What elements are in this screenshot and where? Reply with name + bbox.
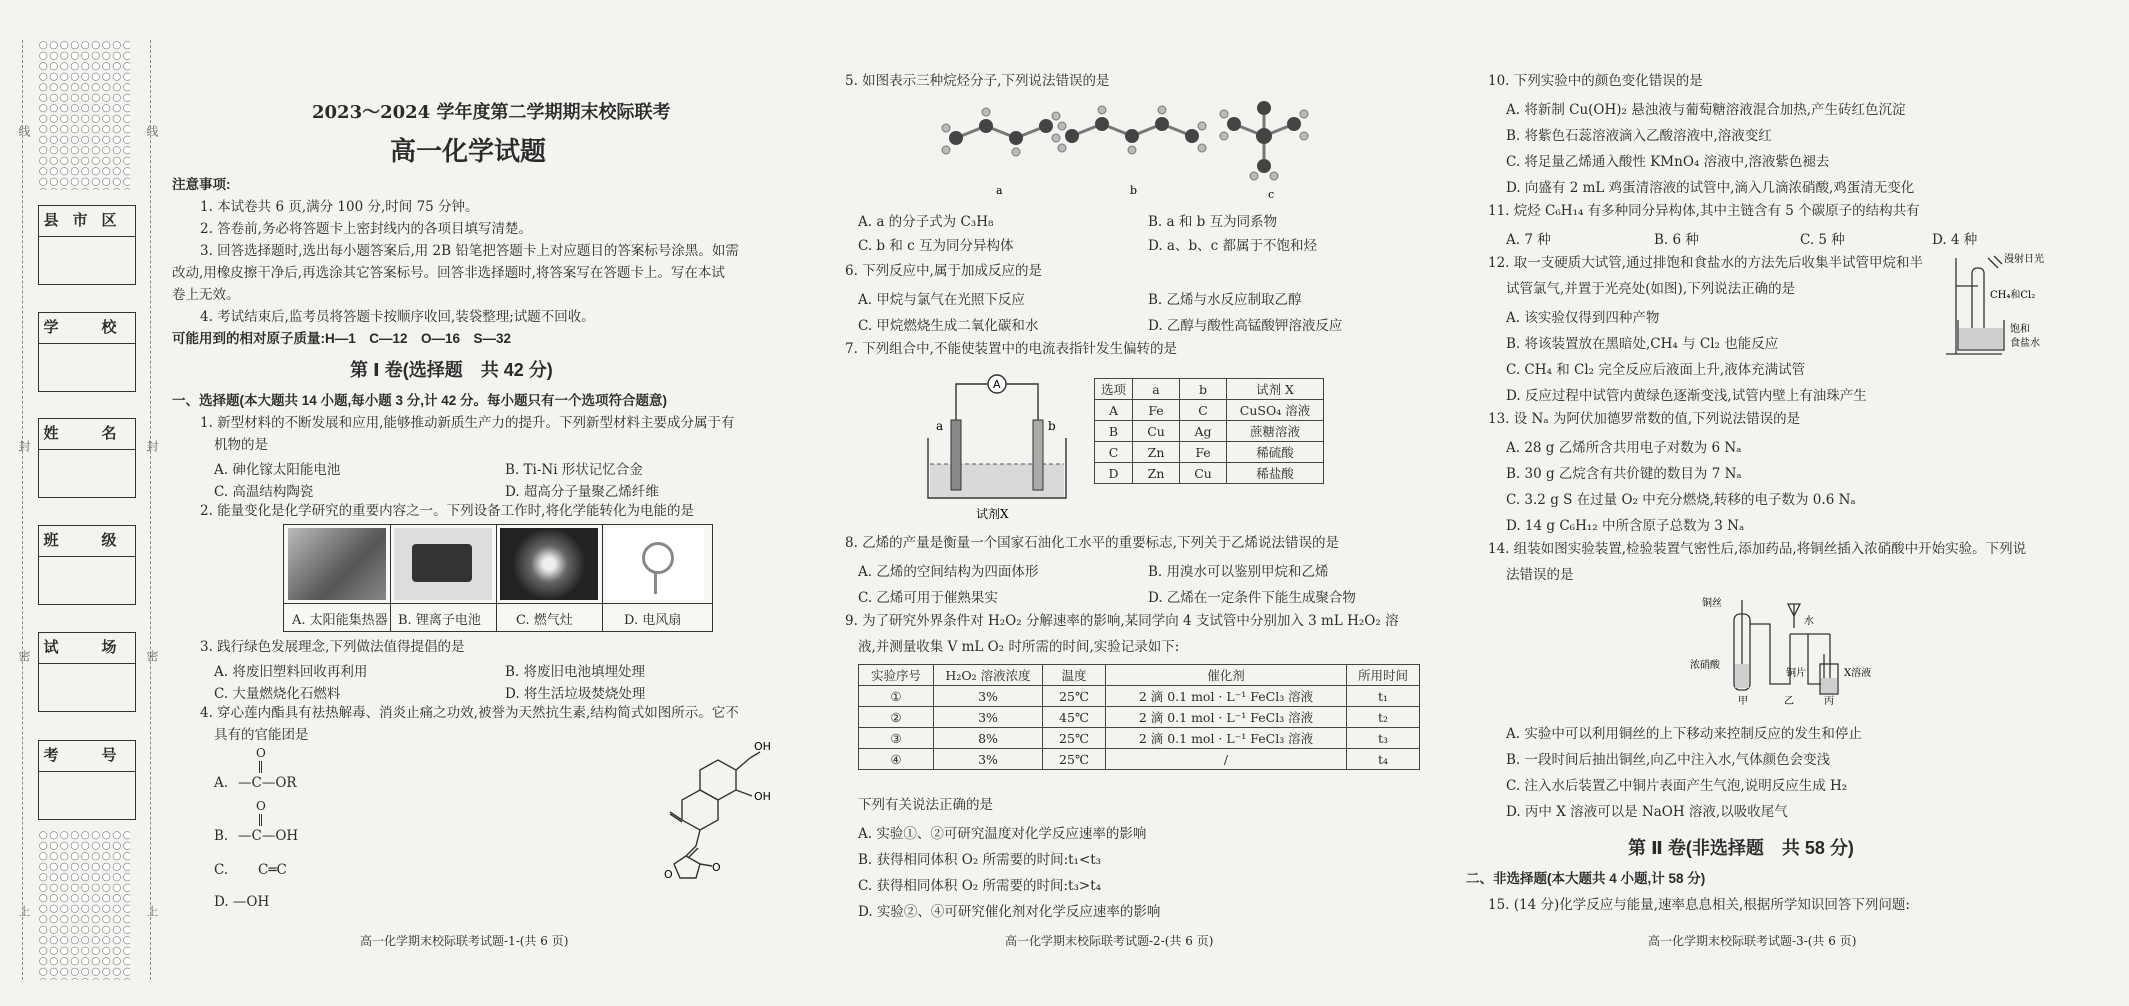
seal-char: 密 [145,650,159,662]
q13-option-b[interactable]: B. 30 g 乙烷含有共价键的数目为 7 Nₐ [1506,466,1742,482]
cell: 2 滴 0.1 mol · L⁻¹ FeCl₃ 溶液 [1106,686,1347,707]
solution-label: 试剂X [976,507,1009,521]
question-9: 9. 为了研究外界条件对 H₂O₂ 分解速率的影响,某同学向 4 支试管中分别加入 3 mL H₂O₂ 溶 [845,613,1399,629]
page3-footer: 高一化学期末校际联考试题-3-(共 6 页) [1648,934,1857,948]
q5-option-d[interactable]: D. a、b、c 都属于不饱和烃 [1148,238,1317,254]
q3-option-d[interactable]: D. 将生活垃圾焚烧处理 [505,686,646,702]
notice-line: 3. 回答选择题时,选出每小题答案后,用 2B 铅笔把答题卡上对应题目的答案标号涂黑。如需 [200,243,739,259]
cell: 45℃ [1043,707,1106,728]
field-label: 考 号 [39,741,135,772]
gas-stove-image[interactable] [500,528,598,600]
q2-option-b[interactable]: B. 锂离子电池 [398,613,481,628]
question-2: 2. 能量变化是化学研究的重要内容之一。下列设备工作时,将化学能转化为电能的是 [200,503,694,519]
q14-option-a[interactable]: A. 实验中可以利用铜丝的上下移动来控制反应的发生和停止 [1506,726,1862,742]
cell: CuSO₄ 溶液 [1227,400,1324,421]
q11-option-c[interactable]: C. 5 种 [1800,232,1845,248]
question-4: 4. 穿心莲内酯具有祛热解毒、消炎止痛之功效,被誉为天然抗生素,结构简式如图所示。它不 [200,705,739,721]
name-field[interactable] [38,418,136,498]
seal-char: 封 [145,440,159,452]
cell: ① [859,686,934,707]
cell: Fe [1180,442,1227,463]
q1-option-c[interactable]: C. 高温结构陶瓷 [214,484,314,500]
question-12: 12. 取一支硬质大试管,通过排饱和食盐水的方法先后收集半试管甲烷和半 [1488,255,1924,271]
q8-option-b[interactable]: B. 用溴水可以鉴别甲烷和乙烯 [1148,564,1329,580]
notice-line: 改动,用橡皮擦干净后,再选涂其它答案标号。回答非选择题时,将答案写在答题卡上。写在本试 [172,265,725,281]
cell: 3% [934,707,1043,728]
q2-option-a[interactable]: A. 太阳能集热器 [292,613,388,628]
q14-option-b[interactable]: B. 一段时间后抽出铜丝,向乙中注入水,气体颜色会变浅 [1506,752,1831,768]
q4-option-c[interactable]: C. [214,862,229,878]
fig-label: 漫射日光 [2004,254,2044,265]
notice-line: 1. 本试卷共 6 页,满分 100 分,时间 75 分钟。 [200,199,479,215]
q3-option-a[interactable]: A. 将废旧塑料回收再利用 [214,664,368,680]
part2-title: 第 Ⅱ 卷(非选择题 共 58 分) [1628,838,1854,858]
cell: ② [859,707,934,728]
q3-option-c[interactable]: C. 大量燃烧化石燃料 [214,686,341,702]
fig-label: 铜丝 [1702,598,1722,609]
structure-label: O [664,868,673,880]
atomic-mass-line: 可能用到的相对原子质量:H—1 C—12 O—16 S—32 [172,331,512,346]
page1-footer: 高一化学期末校际联考试题-1-(共 6 页) [360,934,569,948]
question-13: 13. 设 Nₐ 为阿伏加德罗常数的值,下列说法错误的是 [1488,411,1801,427]
cell: t₃ [1347,728,1420,749]
fig-label: 食盐水 [2010,338,2040,349]
q6-option-c[interactable]: C. 甲烷燃烧生成二氧化碳和水 [858,318,1039,334]
cell: A [1095,400,1133,421]
q9-option-c[interactable]: C. 获得相同体积 O₂ 所需要的时间:t₃>t₄ [858,878,1102,894]
exam-title: 2023～2024 学年度第二学期期末校际联考 [312,102,671,123]
copper-nitric-apparatus [1680,594,1900,706]
part1-title: 第 Ⅰ 卷(选择题 共 42 分) [350,360,553,380]
andrographolide-structure [660,740,780,880]
q10-option-d[interactable]: D. 向盛有 2 mL 鸡蛋清溶液的试管中,滴入几滴浓硝酸,鸡蛋清无变化 [1506,180,1915,196]
cell: Cu [1180,463,1227,484]
molecule-label: b [1130,184,1138,197]
q13-option-c[interactable]: C. 3.2 g S 在过量 O₂ 中充分燃烧,转移的电子数为 0.6 Nₐ [1506,492,1856,508]
q2-image-panel [283,524,713,632]
q14-option-c[interactable]: C. 注入水后装置乙中铜片表面产生气泡,说明反应生成 H₂ [1506,778,1848,794]
question-5: 5. 如图表示三种烷烃分子,下列说法错误的是 [845,73,1110,89]
fig-label: 乙 [1784,696,1794,706]
cell: 25℃ [1043,749,1106,770]
cell: 8% [934,728,1043,749]
ammeter-label: A [993,378,1001,391]
field-label: 县市区 [39,206,135,237]
q10-option-a[interactable]: A. 将新制 Cu(OH)₂ 悬浊液与葡萄糖溶液混合加热,产生砖红色沉淀 [1506,102,1906,118]
q11-option-b[interactable]: B. 6 种 [1654,232,1699,248]
structure-label: OH [754,740,771,753]
field-label: 试 场 [39,633,135,664]
cell: C [1180,400,1227,421]
seal-char: 上 [17,905,31,917]
cell: 2 滴 0.1 mol · L⁻¹ FeCl₃ 溶液 [1106,728,1347,749]
q4-option-b[interactable]: B. [214,828,229,844]
q5-option-a[interactable]: A. a 的分子式为 C₃H₈ [858,214,994,230]
q4-carbonyl-o: O [256,746,266,760]
field-label: 班 级 [39,526,135,557]
seal-char: 线 [145,125,159,137]
structure-label: OH [754,790,771,803]
cell: 选项 [1095,379,1133,400]
cell: b [1180,379,1227,400]
seal-char: 封 [17,440,31,452]
q9-option-d[interactable]: D. 实验②、④可研究催化剂对化学反应速率的影响 [858,904,1161,920]
cell: Fe [1133,400,1180,421]
q4-option-d[interactable]: D. —OH [214,894,270,910]
cell: 25℃ [1043,728,1106,749]
cell: 蔗糖溶液 [1227,421,1324,442]
cell: ③ [859,728,934,749]
cell: D [1095,463,1133,484]
seal-line-right [150,40,151,980]
q12-option-b[interactable]: B. 将该装置放在黑暗处,CH₄ 与 Cl₂ 也能反应 [1506,336,1779,352]
section2-intro: 二、非选择题(本大题共 4 小题,计 58 分) [1466,871,1706,886]
electric-fan-image[interactable] [606,528,704,600]
notice-heading: 注意事项: [172,177,231,192]
notice-line: 2. 答卷前,务必将答题卡上密封线内的各项目填写清楚。 [200,221,532,237]
cell: 3% [934,686,1043,707]
q2-option-c[interactable]: C. 燃气灶 [516,613,573,628]
cell: 稀盐酸 [1227,463,1324,484]
notice-line: 卷上无效。 [172,287,240,303]
cell: H₂O₂ 溶液浓度 [934,665,1043,686]
q1-option-b[interactable]: B. Ti-Ni 形状记忆合金 [505,462,643,478]
question-11: 11. 烷烃 C₆H₁₄ 有多种同分异构体,其中主链含有 5 个碳原子的结构共有 [1488,203,1920,219]
q1-option-a[interactable]: A. 砷化镓太阳能电池 [214,462,341,478]
q4-carbonyl-o: O [256,799,266,813]
cell: 25℃ [1043,686,1106,707]
q12-option-c[interactable]: C. CH₄ 和 Cl₂ 完全反应后液面上升,液体充满试管 [1506,362,1806,378]
exam-number-field[interactable] [38,740,136,820]
alkane-models [940,98,1320,202]
q12-option-a[interactable]: A. 该实验仅得到四种产物 [1506,310,1660,326]
question-14-cont: 法错误的是 [1506,567,1574,583]
electrode-b-label: b [1048,419,1056,433]
q8-option-a[interactable]: A. 乙烯的空间结构为四面体形 [858,564,1039,580]
fig-label: 甲 [1738,696,1748,706]
q1-option-d[interactable]: D. 超高分子量聚乙烯纤维 [505,484,659,500]
q6-option-b[interactable]: B. 乙烯与水反应制取乙醇 [1148,292,1302,308]
cell: t₄ [1347,749,1420,770]
q9-option-b[interactable]: B. 获得相同体积 O₂ 所需要的时间:t₁<t₃ [858,852,1102,868]
q10-option-b[interactable]: B. 将紫色石蕊溶液滴入乙酸溶液中,溶液变红 [1506,128,1772,144]
county-field[interactable] [38,205,136,285]
cell: t₁ [1347,686,1420,707]
fig-label: 水 [1804,616,1814,627]
cell: 催化剂 [1106,665,1347,686]
section1-intro: 一、选择题(本大题共 14 小题,每小题 3 分,计 42 分。每小题只有一个选项符合题意) [172,393,668,408]
page2-footer: 高一化学期末校际联考试题-2-(共 6 页) [1005,934,1214,948]
question-10: 10. 下列实验中的颜色变化错误的是 [1488,73,1703,89]
fig-label: 铜片 [1786,668,1806,679]
question-8: 8. 乙烯的产量是衡量一个国家石油化工水平的重要标志,下列关于乙烯说法错误的是 [845,535,1339,551]
q14-option-d[interactable]: D. 丙中 X 溶液可以是 NaOH 溶液,以吸收尾气 [1506,804,1788,820]
galvanic-cell-diagram [922,368,1072,528]
q11-option-a[interactable]: A. 7 种 [1506,232,1551,248]
school-field[interactable] [38,312,136,392]
cell: C [1095,442,1133,463]
class-field[interactable] [38,525,136,605]
q13-option-d[interactable]: D. 14 g C₆H₁₂ 中所含原子总数为 3 Nₐ [1506,518,1745,534]
seal-char: 上 [145,905,159,917]
subject-title: 高一化学试题 [390,137,547,167]
solar-heater-image[interactable] [288,528,386,600]
fig-label: X溶液 [1844,668,1872,679]
cell: 实验序号 [859,665,934,686]
question-1-cont: 机物的是 [214,437,268,453]
q9-table [858,664,1420,770]
seal-char: 线 [17,125,31,137]
field-label: 姓 名 [39,419,135,450]
exam-room-field[interactable] [38,632,136,712]
question-9-sub: 下列有关说法正确的是 [858,797,993,813]
q6-option-d[interactable]: D. 乙醇与酸性高锰酸钾溶液反应 [1148,318,1343,334]
cell: 温度 [1043,665,1106,686]
question-3: 3. 践行绿色发展理念,下列做法值得提倡的是 [200,639,465,655]
cell: ④ [859,749,934,770]
fig-label: 丙 [1824,696,1834,706]
dot-pattern-top [38,40,130,190]
seal-line-left [22,40,23,980]
q9-option-a[interactable]: A. 实验①、②可研究温度对化学反应速率的影响 [858,826,1147,842]
cell: Cu [1133,421,1180,442]
q6-option-a[interactable]: A. 甲烷与氯气在光照下反应 [858,292,1025,308]
cell: a [1133,379,1180,400]
question-15: 15. (14 分)化学反应与能量,速率息息相关,根据所学知识回答下列问题: [1488,897,1910,913]
molecule-label: c [1268,188,1275,201]
q4-group-b: —C—OH [238,828,299,844]
seal-char: 密 [17,650,31,662]
cell: 2 滴 0.1 mol · L⁻¹ FeCl₃ 溶液 [1106,707,1347,728]
question-6: 6. 下列反应中,属于加成反应的是 [845,263,1042,279]
question-7: 7. 下列组合中,不能使装置中的电流表指针发生偏转的是 [845,341,1177,357]
q12-option-d[interactable]: D. 反应过程中试管内黄绿色逐渐变浅,试管内壁上有油珠产生 [1506,388,1867,404]
electrode-a-label: a [936,419,944,433]
molecule-label: a [996,184,1003,197]
q10-option-c[interactable]: C. 将足量乙烯通入酸性 KMnO₄ 溶液中,溶液紫色褪去 [1506,154,1830,170]
q4-group-c: C═C [258,862,287,878]
cell: t₂ [1347,707,1420,728]
q4-group-a: —C—OR [238,775,297,791]
q3-option-b[interactable]: B. 将废旧电池填埋处理 [505,664,646,680]
cell: B [1095,421,1133,442]
cell: 试剂 X [1227,379,1324,400]
cell: Zn [1133,463,1180,484]
dot-pattern-bottom [38,830,130,980]
q7-table [1094,378,1324,484]
q2-option-d[interactable]: D. 电风扇 [624,613,682,628]
cell: Ag [1180,421,1227,442]
field-label: 学 校 [39,313,135,344]
question-14: 14. 组装如图实验装置,检验装置气密性后,添加药品,将铜丝插入浓硝酸中开始实验。下列说 [1488,541,2027,557]
methane-chlorine-apparatus [1942,250,2062,362]
cell: Zn [1133,442,1180,463]
notice-line: 4. 考试结束后,监考员将答题卡按顺序收回,装袋整理;试题不回收。 [200,309,595,325]
question-1: 1. 新型材料的不断发展和应用,能够推动新质生产力的提升。下列新型材料主要成分属于有 [200,415,735,431]
q8-option-d[interactable]: D. 乙烯在一定条件下能生成聚合物 [1148,590,1356,606]
question-4-cont: 具有的官能团是 [214,727,309,743]
fig-label: CH₄和Cl₂ [1990,290,2036,301]
q5-option-c[interactable]: C. b 和 c 互为同分异构体 [858,238,1014,254]
q5-option-b[interactable]: B. a 和 b 互为同系物 [1148,214,1278,230]
cell: 所用时间 [1347,665,1420,686]
q8-option-c[interactable]: C. 乙烯可用于催熟果实 [858,590,998,606]
q4-option-a[interactable]: A. [214,775,229,791]
q11-option-d[interactable]: D. 4 种 [1932,232,1978,248]
fig-label: 饱和 [2010,324,2030,335]
cell: / [1106,749,1347,770]
cell: 3% [934,749,1043,770]
cell: 稀硫酸 [1227,442,1324,463]
question-9-cont: 液,并测量收集 V mL O₂ 时所需的时间,实验记录如下: [858,639,1180,655]
structure-label: O [712,861,721,874]
fig-label: 浓硝酸 [1690,660,1720,671]
lithium-battery-image[interactable] [394,528,492,600]
question-12-cont: 试管氯气,并置于光亮处(如图),下列说法正确的是 [1506,281,1796,297]
q13-option-a[interactable]: A. 28 g 乙烯所含共用电子对数为 6 Nₐ [1506,440,1742,456]
